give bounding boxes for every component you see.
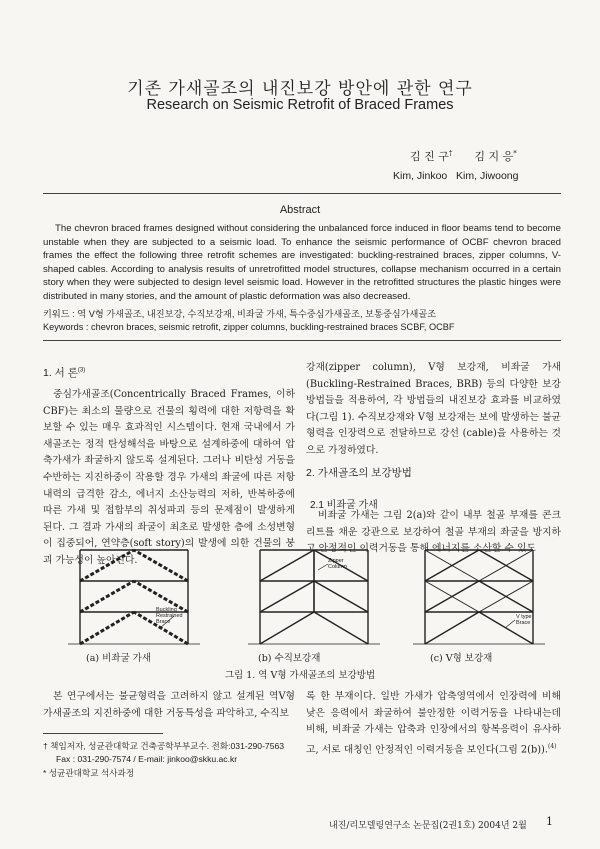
figure1-diagrams (60, 548, 550, 650)
label-vtype: V type Brace (516, 614, 532, 626)
author1-mark: † (448, 149, 453, 158)
bottom-right-ref: (4) (547, 742, 557, 750)
author2-mark: * (513, 149, 517, 158)
page-number: 1 (546, 815, 553, 828)
section1-heading-text: 1. 서 론 (43, 367, 78, 379)
bottom-left-text: 본 연구에서는 불균형력을 고려하지 않고 설계된 역V형 가새골조의 지진하중에 대한 거동특성을 파악하고, 수직보 (43, 691, 295, 719)
label-brb: Buckling Restrained Brace (156, 607, 183, 625)
abstract-text: The chevron braced frames designed without considering the unbalanced force induced in floor beams tend to become unstable when they are subjected to a seismic load. To enhance the seismic performance of OCBF chevron braced frames the effect the following three retrofit schemes are investigated: buckling-restrained braces, zipper columns, V-shaped cables. According to analysis results of unretrofitted model structures, collapse mechanism occurred in a certain story when they were subjected to design level seismic load. However in the retrofitted structures the plastic hinges were distributed in many stories, and the amount of plastic deformation was also decreased. (43, 223, 561, 302)
footnote-2: * 성균관대학교 석사과정 (43, 768, 135, 778)
title-korean: 기존 가새골조의 내진보강 방안에 관한 연구 (127, 79, 473, 99)
author2-ko: 김 지 응 (474, 150, 514, 163)
section2-heading: 2. 가새골조의 보강방법 (306, 467, 412, 479)
footnote-rule (43, 733, 163, 734)
section1-heading (43, 365, 85, 380)
section21-heading: 2.1 비좌굴 가새 (310, 500, 378, 511)
diagram-b (248, 550, 380, 644)
figure1-caption: 그림 1. 역 V형 가새골조의 보강방법 (224, 670, 376, 681)
section1-ref: (3) (77, 367, 86, 374)
bottom-right-body: 록 한 부재이다. 일반 가새가 압축영역에서 인장력에 비해 낮은 응력에서 좌굴하여 불안정한 이력거동을 나타내는데 비해, 비좌굴 가새는 압축과 인장에서의 항복응력이 유사하고, 서로 대칭인 안정적인 이력거동을 보인다(그림 2(b)). (306, 691, 561, 756)
authors-korean (410, 148, 517, 164)
authors-english: Kim, Jinkoo Kim, Jiwoong (393, 170, 519, 182)
author1-ko: 김 진 구 (410, 150, 449, 163)
journal-footer: 내진/리모델링연구소 논문집(2권1호) 2004년 2월 (329, 821, 527, 831)
right-intro-text: 강재(zipper column), V형 보강재, 비좌굴 가새 (Buckling-Restrained Braces, BRB) 등의 다양한 보강방법들을 적용하여, 각 방법들의 내진보강 효과를 비교하였다(그림 1). 수직보강재와 V형 보강재는 보에 발생하는 불균형력을 인장력으로 전달하므로 강선 (cable)을 사용하는 것으로 가정하였다. (306, 362, 561, 456)
keywords-english: Keywords : chevron braces, seismic retrofit, zipper columns, buckling-restrained braces SCBF, OCBF (43, 322, 455, 332)
section1-text: 중심가새골조(Concentrically Braced Frames, 이하 CBF)는 최소의 물량으로 건물의 횡력에 대한 저항력을 확보할 수 있는 매우 효과적인 시스템이다. 현재 국내에서 가새골조는 정적 탄성해석을 바탕으로 설계하중에 대하여 압축가새가 좌굴하지 않도록 설계된다. 그러나 비탄성 거동을 수반하는 지진하중이 작용할 경우 가새의 좌굴에 따른 저항내력의 급격한 감소, 에너지 소산능력의 저하, 반복하중에 따른 가새 및 접합부의 취성파괴 등의 문제점이 발생하게 된다. 그 결과 가새의 좌굴이 최초로 발생한 층에 소성변형이 집중되어, 연약층(soft story)의 발생에 의한 건물의 붕괴 가능성이 높아진다. (43, 389, 295, 566)
diagram-c (413, 550, 545, 644)
caption-b: (b) 수직보강재 (258, 653, 321, 664)
caption-c: (c) V형 보강재 (430, 653, 493, 664)
caption-a: (a) 비좌굴 가새 (86, 653, 152, 664)
title-english: Research on Seismic Retrofit of Braced Frames (146, 97, 454, 113)
rule-bottom (43, 340, 561, 341)
rule-top (43, 193, 561, 194)
label-zipper: Zipper Column (328, 558, 347, 570)
section21-text: 비좌굴 가새는 그림 2(a)와 같이 내부 철골 부재를 콘크리트를 채운 강관으로 보강하여 철골 부재의 좌굴을 방지하고 안정적인 이력거동을 통해 에너지를 소산할 수 있도 (306, 510, 561, 555)
footnote-1: † 책임저자, 성균관대학교 건축공학부부교수. 전화:031-290-7563 (43, 741, 285, 751)
bottom-right-text (306, 689, 561, 759)
keywords-korean: 키워드 : 역 V형 가새골조, 내진보강, 수직보강재, 비좌굴 가새, 특수중심가새골조, 보통중심가새골조 (43, 309, 437, 319)
diagram-a (68, 550, 200, 644)
footnote-1b: Fax : 031-290-7574 / E-mail: jinkoo@skku.ac.kr (56, 754, 238, 764)
abstract-heading: Abstract (279, 204, 321, 216)
